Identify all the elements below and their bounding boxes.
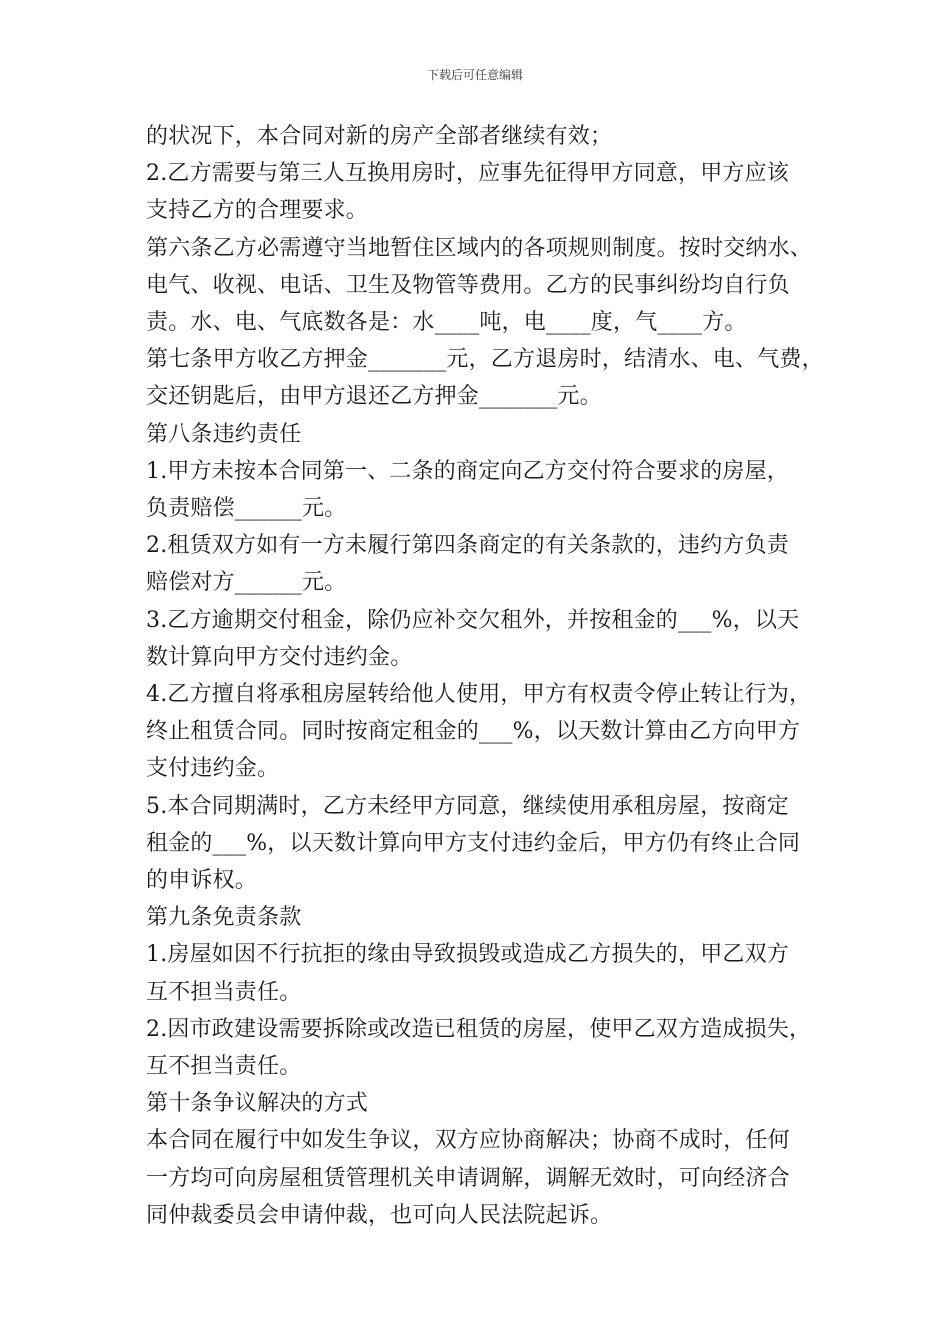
text-line: 同仲裁委员会申请仲裁，也可向人民法院起诉。 [146,1202,613,1228]
text-line: 本合同在履行中如发生争议，双方应协商解决；协商不成时，任何 [146,1128,790,1154]
text-line: 2.租赁双方如有一方未履行第四条商定的有关条款的，违约方负责 [146,533,789,559]
section-heading: 第九条免责条款 [146,905,302,931]
text-line: 1.房屋如因不行抗拒的缘由导致损毁或造成乙方损失的，甲乙双方 [146,942,789,968]
text-line: 2.乙方需要与第三人互换用房时，应事先征得甲方同意，甲方应该 [146,161,789,187]
text-line: 互不担当责任。 [146,1054,302,1080]
text-line: 责。水、电、气底数各是：水____吨，电____度，气____方。 [146,310,747,336]
text-line: 2.因市政建设需要拆除或改造已租赁的房屋，使甲乙双方造成损失， [146,1016,812,1042]
document-body [146,118,826,1234]
section-heading: 第十条争议解决的方式 [146,1091,369,1117]
text-line: 交还钥匙后，由甲方退还乙方押金_______元。 [146,384,602,410]
text-line: 负责赔偿______元。 [146,496,347,522]
text-line: 赔偿对方______元。 [146,570,347,596]
section-heading: 第八条违约责任 [146,421,302,447]
text-line: 的申诉权。 [146,868,258,894]
text-line: 4.乙方擅自将承租房屋转给他人使用，甲方有权责令停止转让行为， [146,682,812,708]
text-line: 互不担当责任。 [146,979,302,1005]
page-header: 下载后可任意编辑 [426,68,523,82]
text-line: 支付违约金。 [146,756,280,782]
text-line: 数计算向甲方交付违约金。 [146,644,413,670]
text-line: 的状况下，本合同对新的房产全部者继续有效； [146,124,613,149]
text-line: 第七条甲方收乙方押金_______元，乙方退房时，结清水、电、气费， [146,347,824,373]
text-line: 1.甲方未按本合同第一、二条的商定向乙方交付符合要求的房屋， [146,458,789,484]
text-line: 终止租赁合同。同时按商定租金的___%，以天数计算由乙方向甲方 [146,719,801,745]
text-line: 5.本合同期满时，乙方未经甲方同意，继续使用承租房屋，按商定 [146,793,789,819]
text-line: 一方均可向房屋租赁管理机关申请调解，调解无效时，可向经济合 [146,1165,790,1191]
text-line: 第六条乙方必需遵守当地暂住区域内的各项规则制度。按时交纳水、 [146,235,813,261]
text-line: 支持乙方的合理要求。 [146,198,369,224]
text-line: 租金的___%，以天数计算向甲方支付违约金后，甲方仍有终止合同 [146,830,801,856]
text-line: 3.乙方逾期交付租金，除仍应补交欠租外，并按租金的___%，以天 [146,607,800,633]
text-line: 电气、收视、电话、卫生及物管等费用。乙方的民事纠纷均自行负 [146,272,790,298]
